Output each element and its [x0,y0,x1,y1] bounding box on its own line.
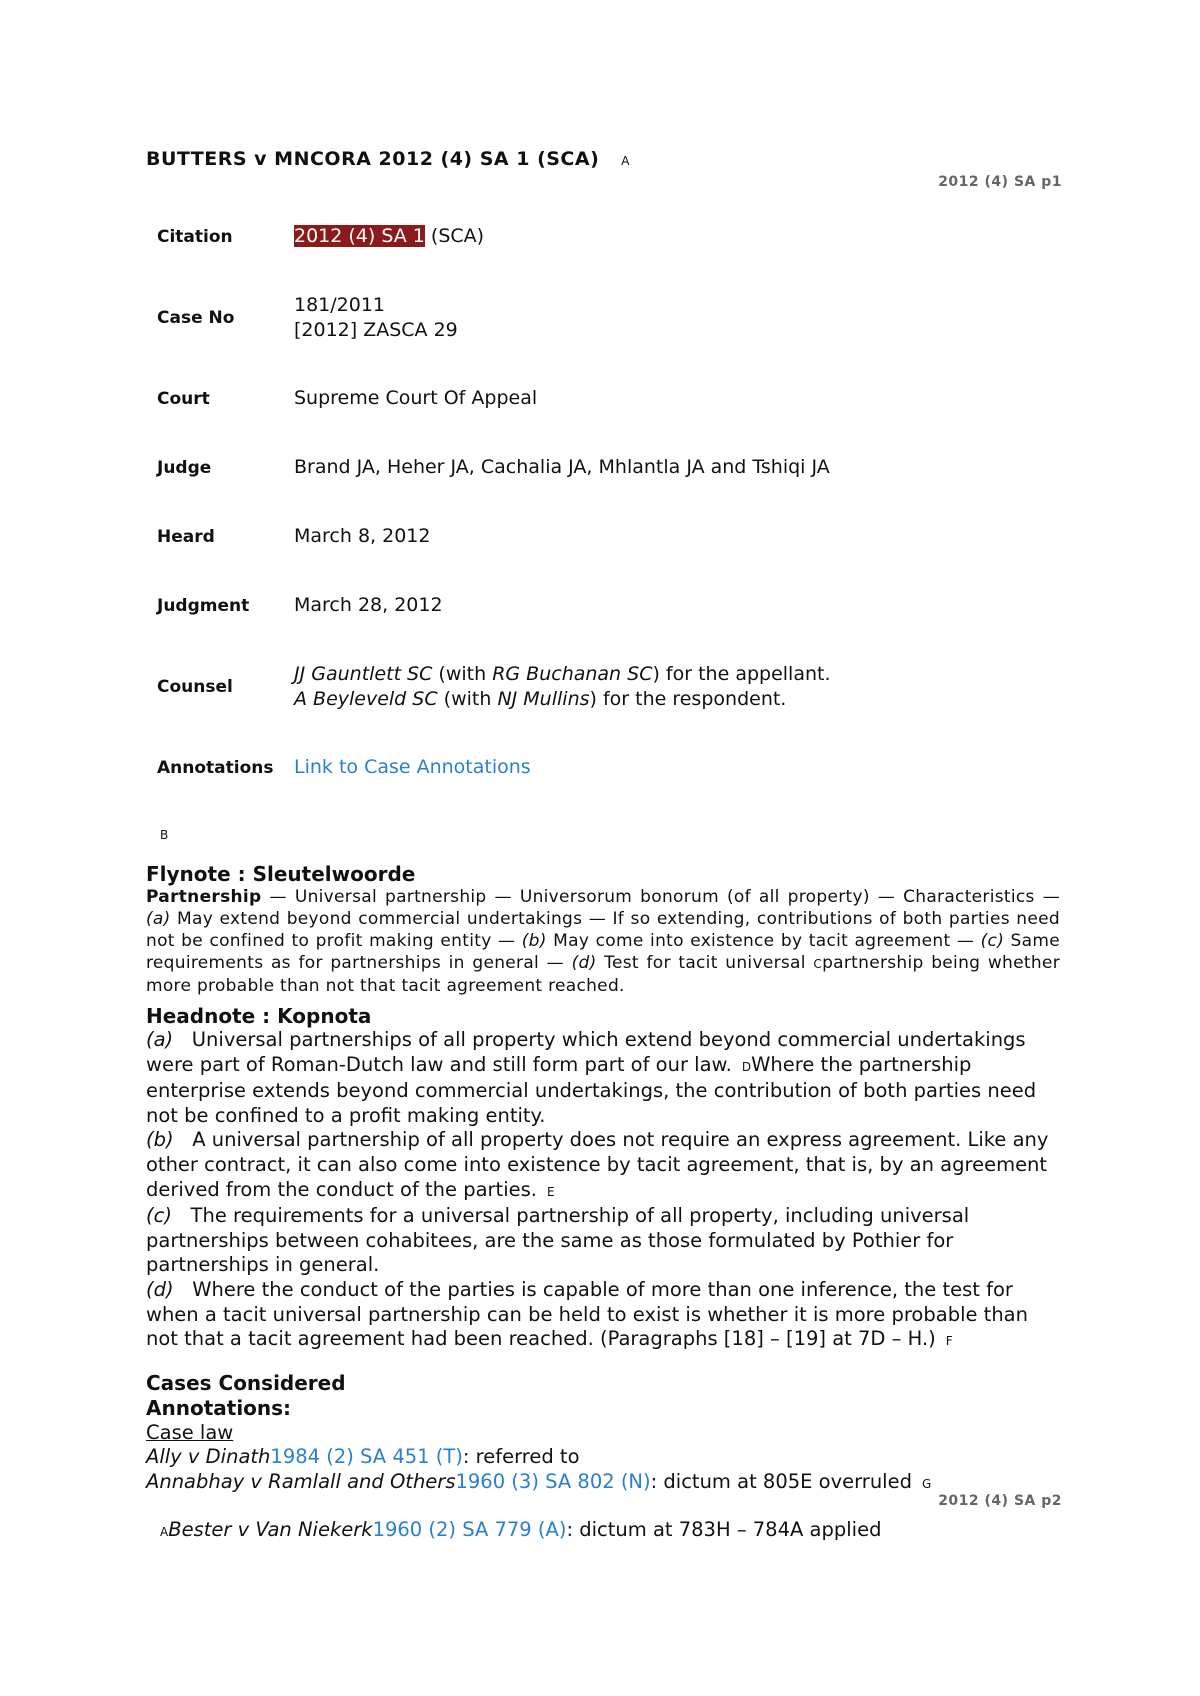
page-reference: 2012 (4) SA p1 [938,174,1062,190]
annotations-subheading: Annotations: [146,1396,292,1420]
court-label: Court [157,389,210,409]
headnote-item-b: (b) A universal partnership of all property does not require an express agreement. Like any other contract, it can also come into existence by tacit agreement, that is, by an agreement derived from the conduct of the parties. E [146,1128,1049,1201]
margin-letter: A [621,154,630,168]
citation-label: Citation [157,227,233,247]
citation-value: 2012 (4) SA 1 (SCA) [294,225,485,247]
case-citation-link[interactable]: 1984 (2) SA 451 (T) [270,1445,463,1468]
headnote-item-c: (c) The requirements for a universal partnership of all property, including universal partnerships between cohabitees, are the same as those formulated by Pothier for partnerships in general. [146,1204,970,1277]
headnote-text [146,1028,1064,1354]
case-law-label: Case law [146,1421,234,1444]
judgment-value: March 28, 2012 [294,594,443,616]
court-value: Supreme Court Of Appeal [294,387,538,409]
headnote-item-a: (a) Universal partnerships of all property which extend beyond commercial undertakings were part of Roman-Dutch law and still form part of our law. DWhere the partnership enterprise extends beyond commercial undertakings, the contribution of both parties need not be confined to a profit making entity. [146,1028,1037,1127]
title-text: BUTTERS v MNCORA 2012 (4) SA 1 (SCA) [146,148,600,170]
counsel-label: Counsel [157,677,233,697]
page-reference: 2012 (4) SA p2 [938,1493,1062,1509]
case-entry: Annabhay v Ramlall and Others1960 (3) SA 802 (N): dictum at 805E overruled G [146,1470,932,1493]
case-annotations-link[interactable]: Link to Case Annotations [294,756,531,778]
counsel-value: JJ Gauntlett SC (with RG Buchanan SC) for the appellant. A Beyleveld SC (with NJ Mullins) for the respondent. [294,663,831,710]
caseno-label: Case No [157,308,235,328]
headnote-heading: Headnote : Kopnota [146,1004,372,1028]
heard-value: March 8, 2012 [294,525,431,547]
flynote-heading: Flynote : Sleutelwoorde [146,862,416,886]
headnote-item-d: (d) Where the conduct of the parties is capable of more than one inference, the test for when a tacit universal partnership can be held to exist is whether it is more probable than not that a tacit agreement had been reached. (Paragraphs [18] – [19] at 7D – H.) F [146,1277,1028,1351]
case-entry: Ally v Dinath1984 (2) SA 451 (T): referred to [146,1445,580,1468]
flynote-text: Partnership — Universal partnership — Universorum bonorum (of all property) — Characteristics — (a) May extend beyond commercial undertakings — If so extending, contributions of both parties need not be confined to profit making entity — (b) May come into existence by tacit agreement — (c) Same requirements as for partnerships in general — (d) Test for tacit universal Cpartnership being whether more probable than not that tacit agreement reached. [146,887,1060,996]
judge-value: Brand JA, Heher JA, Cachalia JA, Mhlantla JA and Tshiqi JA [294,456,830,478]
citation-highlight: 2012 (4) SA 1 [294,225,425,247]
case-citation-link[interactable]: 1960 (3) SA 802 (N) [455,1470,651,1493]
document-title [146,148,630,170]
heard-label: Heard [157,527,215,547]
case-citation-link[interactable]: 1960 (2) SA 779 (A) [372,1518,567,1541]
cases-heading: Cases Considered [146,1371,346,1395]
judgment-label: Judgment [157,596,250,616]
case-entry: ABester v Van Niekerk1960 (2) SA 779 (A): dictum at 783H – 784A applied [160,1518,882,1541]
annotations-label: Annotations [157,758,274,778]
caseno-value: 181/2011 [2012] ZASCA 29 [294,294,458,341]
margin-letter-b: B [160,828,169,842]
judge-label: Judge [157,458,212,478]
